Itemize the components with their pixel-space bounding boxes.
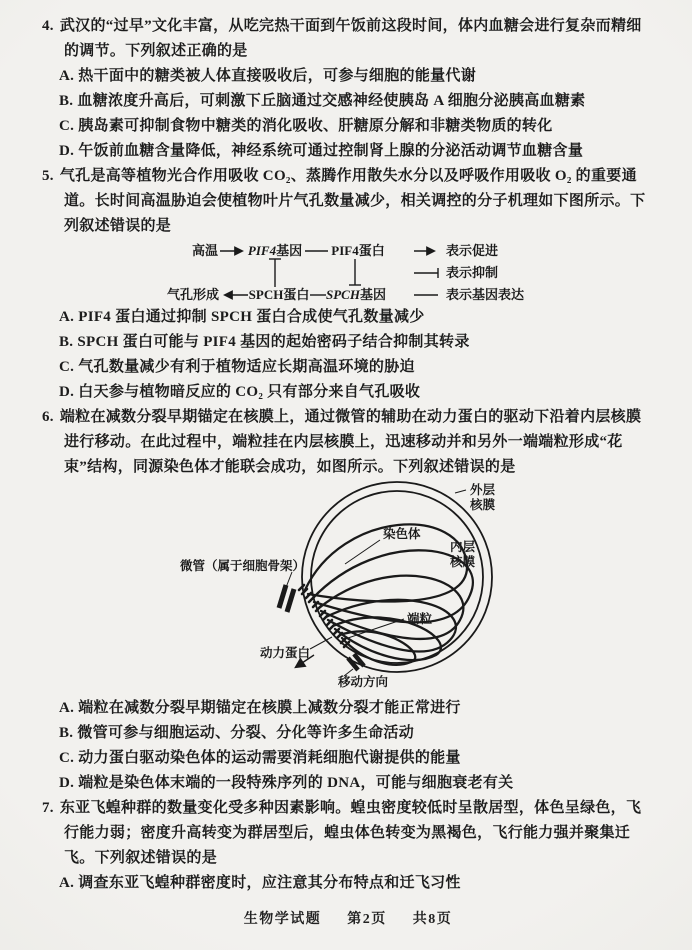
svg-text:端粒: 端粒 <box>407 612 433 626</box>
legend-inhibit-label: 表示抑制 <box>446 265 499 280</box>
svg-text:核膜: 核膜 <box>450 555 476 569</box>
legend-expression-label: 表示基因表达 <box>446 287 525 302</box>
svg-text:微管（属于细胞骨架）: 微管（属于细胞骨架） <box>180 559 306 573</box>
node-pif4-protein: PIF4蛋白 <box>331 243 385 258</box>
footer-subject: 生物学试题 <box>243 912 322 927</box>
question-5-option-c: C. 气孔数量减少有利于植物适应长期高温环境的胁迫 <box>59 359 415 375</box>
inhibit-bar-pif4protein-to-spchgene <box>349 259 361 285</box>
svg-text:染色体: 染色体 <box>383 527 421 541</box>
question-4-option-b: B. 血糖浓度升高后，可刺激下丘脑通过交感神经使胰岛 A 细胞分泌胰高血糖素 <box>59 93 586 109</box>
question-6-stem <box>42 405 654 480</box>
question-7-text: 东亚飞蝗种群的数量变化受多种因素影响。蝗虫密度较低时呈散居型，体色呈绿色，飞行能力弱；密度升高转变为群居型后，蝗虫体色转变为黑褐色，飞行能力强并聚集迁飞。下列叙述错误的是 <box>59 800 642 866</box>
question-5-number: 5. <box>42 168 54 184</box>
question-6-text: 端粒在减数分裂早期锚定在核膜上，通过微管的辅助在动力蛋白的驱动下沿着内层核膜进行移动。在此过程中，端粒挂在内层核膜上，迅速移动并和另外一端端粒形成“花束”结构，同源染色体才能联会成功，如图所示。下列叙述错误的是 <box>59 409 642 475</box>
question-6-option-d: D. 端粒是染色体末端的一段特殊序列的 DNA，可能与细胞衰老有关 <box>59 775 514 791</box>
label-inner-membrane <box>449 539 476 569</box>
bouquet-figure <box>42 480 654 696</box>
question-6-option-b: B. 微管可参与细胞运动、分裂、分化等许多生命活动 <box>59 725 415 741</box>
label-chromosome <box>345 526 421 564</box>
microtubule-bars <box>279 585 294 612</box>
question-5-option-d: D. 白天参与植物暗反应的 CO₂ 只有部分来自气孔吸收 <box>59 384 421 400</box>
legend-promote-label: 表示促进 <box>446 243 499 258</box>
question-5-option-a: A. PIF4 蛋白通过抑制 SPCH 蛋白合成使气孔数量减少 <box>59 309 425 325</box>
question-7-number: 7. <box>42 800 54 816</box>
node-spch-gene: SPCH基因 <box>326 287 386 302</box>
node-heat: 高温 <box>191 243 219 258</box>
question-5-text: 气孔是高等植物光合作用吸收 CO₂、蒸腾作用散失水分以及呼吸作用吸收 O₂ 的重要通道。长时间高温胁迫会使植物叶片气孔数量减少，相关调控的分子机理如下图所示。下列叙述错误的是 <box>59 168 646 234</box>
inhibit-bar-spchprotein-to-pif4gene <box>269 259 281 287</box>
node-pif4-gene: PIF4基因 <box>247 243 303 258</box>
question-6-option-c: C. 动力蛋白驱动染色体的运动需要消耗细胞代谢提供的能量 <box>59 750 461 766</box>
svg-text:动力蛋白: 动力蛋白 <box>260 646 311 660</box>
pathway-figure <box>42 239 654 305</box>
question-7-option-a: A. 调查东亚飞蝗种群密度时，应注意其分布特点和迁飞习性 <box>59 875 461 891</box>
label-dynein <box>260 637 332 660</box>
q6-bouquet-diagram <box>42 480 654 696</box>
node-spch-protein: SPCH蛋白 <box>248 287 310 302</box>
svg-text:外层: 外层 <box>470 483 496 497</box>
question-6-option-a: A. 端粒在减数分裂早期锚定在核膜上减数分裂才能正常进行 <box>59 700 461 716</box>
footer-page-number: 第2页 <box>347 912 387 927</box>
question-4-stem <box>42 14 654 64</box>
legend-inhibit-icon <box>414 268 438 278</box>
svg-text:内层: 内层 <box>450 540 476 554</box>
question-5-stem <box>42 164 654 239</box>
question-4-number: 4. <box>42 18 54 34</box>
svg-text:移动方向: 移动方向 <box>338 675 389 689</box>
node-stomata-formation: 气孔形成 <box>166 287 220 302</box>
label-movement-direction <box>337 669 389 689</box>
question-4-option-c: C. 胰岛素可抑制食物中糖类的消化吸收、肝糖原分解和非糖类物质的转化 <box>59 118 553 134</box>
question-6-number: 6. <box>42 409 54 425</box>
question-4-option-a: A. 热干面中的糖类被人体直接吸收后，可参与细胞的能量代谢 <box>59 68 477 84</box>
pathway-legend <box>414 243 524 302</box>
question-4-option-d: D. 午饭前血糖含量降低，神经系统可通过控制肾上腺的分泌活动调节血糖含量 <box>59 143 584 159</box>
question-5-option-b: B. SPCH 蛋白可能与 PIF4 基因的起始密码子结合抑制其转录 <box>59 334 470 350</box>
question-7-stem <box>42 796 654 871</box>
page-footer <box>42 908 654 928</box>
svg-text:核膜: 核膜 <box>470 498 496 512</box>
q5-pathway-diagram <box>42 239 654 305</box>
footer-page-total: 共8页 <box>412 912 453 927</box>
question-4-text: 武汉的“过早”文化丰富，从吃完热干面到午饭前这段时间，体内血糖会进行复杂而精细的调节。下列叙述正确的是 <box>59 18 642 59</box>
